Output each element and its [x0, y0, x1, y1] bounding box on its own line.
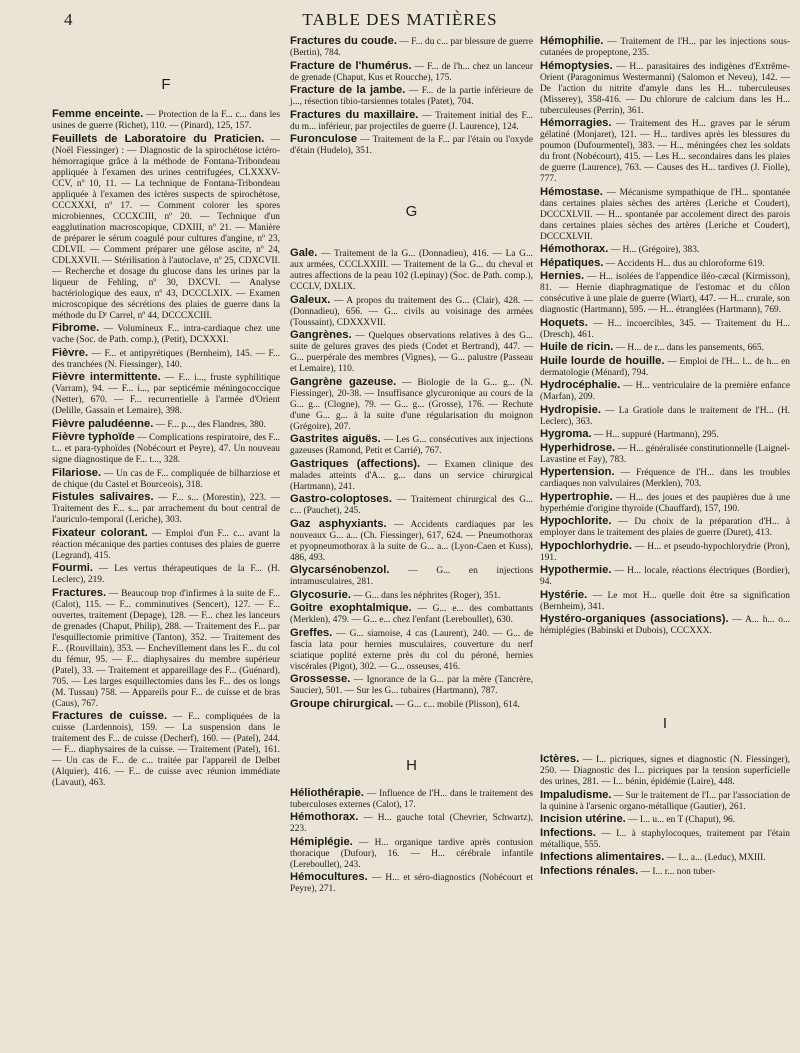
index-entry [290, 674, 533, 697]
entry-text: — G... c... mobile (Plisson), 614. [393, 699, 520, 710]
index-entry [290, 110, 533, 133]
entry-text: — H... (Grégoire), 383. [608, 245, 700, 255]
entry-text: — H... organique tardive après contusion thoracique (Dufour), 16. — H... cérébrale infantile (Lereboullet), 243. [290, 837, 533, 870]
section-letter: G [405, 203, 418, 220]
entry-text: — Complications respiratoire, des F... t... et para-typhoïdes (Nobécourt et Peyre), 47. Un nouveau signe diagnostique de F... t..., 328. [52, 433, 280, 465]
index-entry [52, 711, 280, 789]
entry-text: — A... h... o... hémiplégies (Babinski et Dubois), CCCXXX. [540, 615, 790, 636]
entry-heading: Filariose. [52, 466, 102, 479]
entry-text: — G... e... des combattants (Merklen), 479. — G... e... chez l'enfant (Lereboullet), 630. [290, 604, 533, 625]
index-entry [290, 603, 533, 626]
page-number: 4 [64, 10, 73, 29]
entry-heading: Fièvre typhoïde [52, 431, 135, 443]
index-entry [540, 318, 790, 341]
entry-text: — Sur le traitement de l'I... par l'association de la quinine à l'arsenic organo-métallique (Gautier), 261. [540, 790, 790, 812]
index-entry [52, 528, 280, 562]
entry-heading: Fracture de la jambe. [290, 84, 406, 96]
index-entry [540, 443, 790, 466]
index-entry [52, 323, 280, 346]
entry-text: — H... et séro-diagnostics (Nobécourt et Peyre), 271. [290, 873, 533, 894]
index-entry [540, 866, 790, 878]
entry-heading: Fièvre intermittente. [52, 371, 161, 383]
entry-heading: Hystéro-organiques (associations). [540, 613, 729, 625]
entry-heading: Hyperhidrose. [540, 441, 616, 454]
column-middle [290, 36, 533, 897]
index-entry [540, 36, 790, 59]
entry-heading: Fixateur colorant. [52, 526, 148, 539]
entry-heading: Hypochlorite. [540, 515, 612, 527]
entry-heading: Hypertension. [540, 466, 615, 478]
entry-text: — H... ventriculaire de la première enfance (Marfan), 209. [540, 381, 790, 402]
entry-heading: Hémocultures. [290, 871, 368, 883]
entry-text: — Volumineux F... intra-cardiaque chez une vache (Soc. de Path. comp.), (Petit), DCXXXI. [52, 324, 280, 345]
index-entry [540, 342, 790, 354]
index-entry [52, 419, 280, 431]
entry-heading: Hépatiques. [540, 256, 604, 269]
index-entry [290, 248, 533, 293]
entry-text: — H... isolées de l'appendice iléo-cæcal (Kirmisson), 81. — Hernie diaphragmatique de l'estomac et du côlon consécutive à une plaie de guerre (Wiart), 447. — H... crurale, son diagnostic (Hartmann), 595. — H... étranglées (Hartmann), 769. [540, 272, 790, 315]
index-entry [290, 565, 533, 588]
entry-text: — A propos du traitement des G... (Clair), 428. — (Donnadieu), 656. — G... civils au voisinage des armées (Toussaint), CDXXXVII. [290, 295, 533, 328]
entry-text: — Traitement chirurgical des G... c... (Pauchet), 245. [290, 495, 533, 516]
entry-text: — F... p..., des Flandres, 380. [153, 419, 266, 430]
entry-text: — Emploi d'un F... c... avant la réaction mécanique des parties contuses des plaies de guerre (Legrand), 415. [52, 528, 281, 561]
entry-heading: Incision utérine. [540, 813, 626, 825]
entry-heading: Fractures du maxillaire. [290, 108, 419, 121]
index-entry [52, 432, 280, 466]
entry-text: — I... picriques, signes et diagnostic (N. Fiessinger), 250. — Diagnostic des I... picriques par la tension superficielle des urines, 281. — I... bénin, épidémie (Laire), 448. [540, 755, 790, 787]
entry-text: — Les G... consécutives aux injections gazeuses (Ramond, Petit et Carrié), 767. [290, 435, 533, 456]
entry-heading: Gastro-coloptoses. [290, 493, 392, 505]
entry-heading: Hémophilie. [540, 35, 604, 47]
index-entry [540, 828, 790, 851]
index-entry [290, 494, 533, 517]
entry-text: — I... u... en T (Chaput), 96. [625, 815, 736, 825]
index-entry [52, 588, 280, 710]
index-entry [52, 109, 280, 132]
index-entry [290, 628, 533, 673]
entry-heading: Gangrène gazeuse. [290, 375, 397, 388]
index-entry [540, 852, 790, 864]
index-entry [290, 36, 533, 59]
entry-heading: Glycarsénobenzol. [290, 564, 390, 576]
entry-text: — I... r... non tuber- [638, 866, 716, 877]
entry-heading: Gangrènes. [290, 329, 352, 341]
index-entry [540, 118, 790, 185]
entry-text: — Mécanisme sympathique de l'H... spontanée dans certaines plaies sèches des artères (Leriche et Coudert), DCCCXLVII. — H... spontanée par accolement direct des parois dans certaines plaies sèches des artères (Leriche et Coudert), DCCCXLVII. [540, 187, 790, 242]
entry-text: — H... locale, réactions électriques (Bordier), 94. [540, 566, 790, 587]
entry-heading: Hoquets. [540, 316, 588, 329]
entry-text: — G... en injections intramusculaires, 281. [290, 566, 533, 587]
entry-text: — Ignorance de la G... par la mère (Tancrère, Saucier), 501. — Sur les G... tubaires (Hartmann), 787. [290, 675, 533, 696]
entry-heading: Huile de ricin. [540, 341, 614, 353]
entry-heading: Hygroma. [540, 428, 592, 440]
entry-heading: Fractures. [52, 586, 107, 599]
index-entry [290, 788, 533, 811]
index-entry [52, 372, 280, 417]
entry-text: — Accidents cardiaques par les nouveaux G... a... (Ch. Fiessinger), 617, 624. — Pneumothorax et pyopneumothorax à la suite de G... a... (Lyon-Caen et Kuss), 486, 493. [290, 519, 533, 563]
entry-text: — G... siamoise, 4 cas (Laurent), 240. — G... de fascia lata pour hernies musculaires, couverture du nerf sciatique poplité externe près du col du péroné, hernies viscérales (Pigot), 302. — G... osseuses, 416. [290, 628, 533, 672]
column-left [52, 36, 280, 791]
entry-heading: Fractures de cuisse. [52, 710, 168, 722]
entry-text: — La Gratiole dans le traitement de l'H... (H. Leclerc), 363. [540, 405, 790, 427]
index-entry [540, 614, 790, 637]
entry-heading: Fractures du coude. [290, 35, 398, 47]
entry-heading: Groupe chirurgical. [290, 697, 394, 710]
entry-text: — H... de r... dans les pansements, 665. [613, 343, 764, 353]
entry-heading: Infections rénales. [540, 864, 639, 877]
entry-heading: Fistules salivaires. [52, 491, 154, 503]
entry-text: — H... des joues et des paupières due à une hyperhémie d'origine thyroïde (Chauffard), 157, 190. [540, 492, 790, 514]
entry-heading: Infections alimentaires. [540, 851, 665, 863]
index-entry [290, 812, 533, 835]
entry-text: — Traitement de la F... par l'étain ou l'oxyde d'étain (Hudelo), 351. [290, 135, 533, 156]
entry-text: — Traitement de l'H... par les injections sous-cutanées de propeptone, 235. [540, 37, 790, 58]
entry-text: — Influence de l'H... dans le traitement des tuberculoses externes (Calot), 17. [290, 788, 533, 810]
entry-heading: Hémoptysies. [540, 59, 613, 72]
entry-heading: Fièvre. [52, 346, 89, 359]
entry-heading: Fourmi. [52, 562, 94, 574]
entry-text: — Protection de la F... c... dans les usines de guerre (Richet), 110. — (Pinard), 125, 157. [52, 110, 280, 131]
entry-text: — Traitement de la G... (Donnadieu), 416. — La G... aux armées, CCCLXXIII. — Traitement de la G... du cheval et autres affections de la peau 102 (Lepinay) (Soc. de Path. comp.), CCCLV, DXLIX. [290, 249, 533, 292]
entry-text: — F... i..., fruste syphilitique (Varram), 94. — F... i..., par septicémie méningococcique (Netter), 670. — F... recurrentielle à l'armée d'Orient (Delille, Gassain et Lemaire), 398. [52, 373, 280, 416]
entry-text: — Emploi de l'H... l... de h... en dermatologie (Ménard), 794. [540, 356, 790, 378]
index-entry [540, 590, 790, 613]
column-right [540, 36, 790, 879]
index-entry [290, 837, 533, 871]
entry-heading: Fibrome. [52, 322, 100, 334]
entry-heading: Gastriques (affections). [290, 457, 421, 470]
entry-text: — I... a... (Leduc), MXIII. [664, 853, 766, 863]
index-entry [52, 348, 280, 371]
entry-heading: Hypochlorhydrie. [540, 539, 633, 552]
entry-heading: Ictères. [540, 753, 580, 765]
entry-heading: Fracture de l'humérus. [290, 59, 412, 72]
entry-text: — Accidents H... dus au chloroforme 619. [603, 258, 765, 269]
entry-heading: Grossesse. [290, 673, 351, 685]
entry-heading: Gastrites aiguës. [290, 433, 381, 445]
entry-heading: Hypertrophie. [540, 490, 613, 503]
entry-text: — H... parasitaires des indigènes d'Extrême-Orient (Paragonimus Westermanni) (Salomon et Neveu), 142. — De l'action du nitrite d'amyle dans les H... tuberculeuses (Misserey), 358-416. — Du chlorure de calcium dans les H... tuberculeuses (Perrin), 361. [540, 61, 790, 116]
index-entry [540, 187, 790, 243]
index-entry [540, 565, 790, 588]
entry-text: — Un cas de F... compliquée de bilharziose et de chique (du Castel et Bourceois), 318. [52, 468, 280, 490]
index-entry [290, 330, 533, 375]
index-entry [540, 754, 790, 788]
index-entry [290, 590, 533, 602]
index-entry [52, 563, 280, 586]
index-entry [290, 434, 533, 457]
entry-heading: Hémorragies. [540, 117, 612, 129]
index-entry [290, 519, 533, 564]
entry-text: — H... généralisée constitutionnelle (Laignel-Lavastine et Fay), 783. [540, 443, 790, 465]
entry-heading: Hystérie. [540, 588, 588, 601]
entry-text: — F... de l'h... chez un lanceur de grenade (Chaput, Kus et Roucche), 175. [290, 61, 533, 83]
entry-heading: Infections. [540, 826, 596, 839]
index-entry [540, 380, 790, 403]
entry-text: — H... gauche total (Chevrier, Schwartz), 223. [290, 813, 533, 834]
entry-text: — Traitement des H... graves par le sérum gélatiné (Monjaret), 121. — H... tardives après les blessures du poumon (Dufourmentel), 383. — H... méningées chez les soldats du front (Nobécourt), 415. — Les H... secondaires dans les plaies de guerre (Laurence), 763. — Causes des H... tardives (J. Fiolle), 777. [540, 119, 790, 184]
entry-heading: Hydrocéphalie. [540, 379, 621, 391]
index-entry [52, 492, 280, 526]
index-entry [540, 356, 790, 379]
running-head: TABLE DES MATIÈRES [302, 10, 498, 29]
entry-heading: Goitre exophtalmique. [290, 602, 412, 614]
index-entry [290, 459, 533, 493]
index-entry [290, 85, 533, 108]
index-entry [290, 61, 533, 84]
entry-heading: Hémostase. [540, 185, 603, 198]
entry-heading: Feuillets de Laboratoire du Praticien. [52, 132, 265, 145]
entry-heading: Hémiplégie. [290, 835, 353, 848]
entry-heading: Impaludisme. [540, 788, 612, 801]
entry-text: — Du choix de la préparation d'H... à employer dans le traitement des plaies de guerre (Duret), 413. [540, 517, 790, 538]
entry-text: — F... s... (Morestin), 223. — Traitement des F... s... par arrachement du bout central de l'auriculo-temporal (Leriche), 303. [52, 493, 280, 525]
index-entry [290, 872, 533, 895]
entry-text: — Examen clinique des malades atteints d'A... g... dans un service chirurgical (Hartmann), 241. [290, 459, 534, 492]
entry-heading: Hémothorax. [540, 243, 609, 255]
index-entry [290, 377, 533, 433]
entry-text: — H... et pseudo-hypochlorydrie (Pron), 191. [540, 541, 790, 563]
index-entry [540, 429, 790, 441]
entry-text: — Fréquence de l'H... dans les troubles cardiaques non valvulaires (Merklen), 703. [540, 468, 790, 489]
entry-heading: Galeux. [290, 293, 331, 306]
entry-text: — Beaucoup trop d'infirmes à la suite de F... (Calot), 115. — F... comminutives (Sencert), 127. — F... ouvertes, traitement (Depage), 128. — F... chez les lanceurs de grenades (Chaput, Philip), 288. — Traitement des F... par l'esquillectomie primitive (Tanton), 352. — Traitement des F... (Rouvillain), 353. — Enchevillement dans les F... du col du fémur, 95. — F... diaphysaires du membre supérieur (Patel), 33. — Traitement et appareillage des F... (Guénard), 705. — Les larges esquillectomies dans les F... des os longs (M. Tussau) 758. — Appareils pour F... de cuisse et de bras (Caus), 767. [52, 588, 280, 709]
index-entry [540, 541, 790, 564]
entry-text: — F... du c... par blessure de guerre (Bertin), 784. [290, 37, 533, 58]
index-entry [52, 468, 280, 491]
index-entry [540, 61, 790, 117]
entry-text: — Traitement initial des F... du m... inférieur, par projectiles de guerre (J. Laurence), 124. [290, 110, 533, 132]
index-entry [540, 516, 790, 539]
entry-heading: Femme enceinte. [52, 108, 144, 120]
entry-text: — (Noël Fiessinger) : — Diagnostic de la spirochétose ictéro-hémorragique grâce à la méthode de Fontana-Tribondeau appliquée à l'examen des urines centrifugées, CLXXXV-CCV, nº 10, 11. — La technique de Fontana-Tribondeau appliquée à l'examen des ictères suspects de spirochétose, CCCXXXI, nº 17. — Comment colorer les spores microbiennes, CCCXCIII, nº 20. — Technique d'un eagglutination macroscopique, CDXIII, nº 21. — Manière de préparer le sérum coagulé pour cultures d'angine, nº 23, CDLVII. — Comment préparer une gélose ascite, nº 24, CDLXXVII. — Stérilisation à l'autoclave, nº 25, CDXCVII. — Recherche et dosage du glucose dans les urines par la liqueur de Fehling, nº 30, DXCVI. — Analyse bactériologique des eaux, nº 43, DCCCLXIX. — Examen microscopique des sécrétions des plaies de guerre dans la méthode du Dʳ Carrel, nº 44, DCCCXCIII. [52, 134, 280, 321]
index-entry [540, 271, 790, 316]
index-entry [540, 790, 790, 813]
index-entry [540, 244, 790, 256]
entry-heading: Hernies. [540, 270, 585, 282]
section-letter: H [406, 756, 417, 774]
entry-text: — H... incoercibles, 345. — Traitement du H... (Dresch), 461. [540, 318, 790, 340]
section-letter: F [161, 76, 171, 93]
entry-heading: Furonculose [290, 133, 358, 145]
index-entry [290, 295, 533, 329]
entry-text: — F... compliquées de la cuisse (Lardennois), 159. — La suspension dans le traitement des F... de cuisse (Decherf), 160. — (Patel), 244. — F... diaphysaires de la cuisse. — Traitement (Patel), 161. — Un cas de F... de c... traitée par l'appareil de Delbet (Alquier), 416. — F... de cuisse avec réunion immédiate (Lavaut), 463. [52, 712, 280, 788]
index-entry [540, 492, 790, 515]
entry-heading: Fièvre paludéenne. [52, 417, 154, 430]
entry-text: — H... suppuré (Hartmann), 295. [591, 430, 719, 440]
entry-heading: Hémothorax. [290, 811, 359, 823]
entry-heading: Greffes. [290, 626, 333, 639]
entry-text: — F... et antipyrétiques (Bernheim), 145. — F... des tranchées (N. Fiessinger), 140. [52, 348, 280, 370]
entry-heading: Hydropisie. [540, 403, 601, 416]
index-entry [290, 699, 533, 711]
entry-text: — G... dans les néphrites (Roger), 351. [350, 590, 501, 601]
index-entry [540, 405, 790, 428]
entry-heading: Gaz asphyxiants. [290, 517, 387, 530]
index-entry [540, 814, 790, 826]
entry-heading: Hypothermie. [540, 564, 612, 576]
entry-heading: Glycosurie. [290, 588, 351, 601]
entry-heading: Gale. [290, 247, 318, 259]
index-entry [540, 467, 790, 490]
index-entry [540, 258, 790, 270]
index-entry [290, 134, 533, 157]
entry-text: — Quelques observations relatives à des G... suite de gelures graves des pieds (Codet et Bertrand), 447. — G... puerpérale des membres (Vignes), — G... palustre (Passeau et Lemaire), 110. [290, 331, 533, 374]
index-entry [52, 134, 280, 322]
entry-heading: Huile lourde de houille. [540, 354, 665, 367]
entry-text: — Biologie de la G... g... (N. Fiessinger), 20-38. — Insuffisance glycuronique au cours de la G... g... (Clogne), 79. — G... g... (Grosse), 176. — Rechute d'une G... g... à la suite d'une régularisation du moignon (Grégoire), 207. [290, 377, 533, 432]
section-letter: I [662, 715, 668, 732]
entry-text: — I... à staphylocoques, traitement par l'étain métallique, 555. [540, 828, 790, 850]
entry-text: — Les vertus thérapeutiques de la F... (H. Leclerc), 219. [52, 564, 280, 585]
entry-heading: Héliothérapie. [290, 786, 364, 799]
entry-text: — F... de la partie inférieure de j..., résection tibio-tarsiennes totales (Patet), 704. [290, 86, 533, 107]
entry-text: — Le mot H... quelle doit être sa signification (Bernheim), 341. [540, 590, 790, 612]
